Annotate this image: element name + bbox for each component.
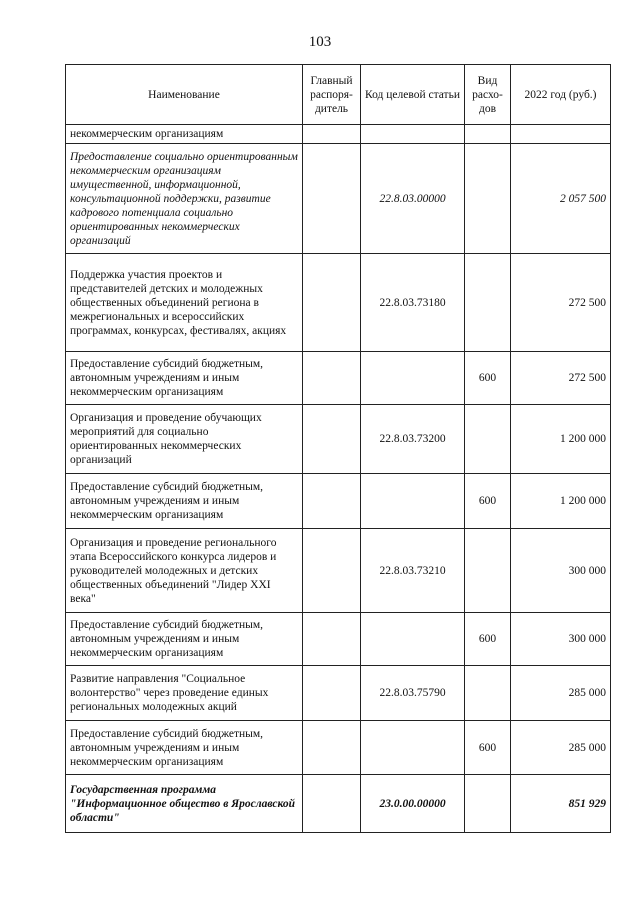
row-expense-type — [465, 405, 511, 474]
row-expense-type — [465, 125, 511, 144]
table-row — [66, 775, 611, 833]
column-header-target-code: Код целевой статьи — [361, 65, 465, 125]
table-row — [66, 666, 611, 721]
row-name: Развитие направления "Социальное волонтерство" через проведение единых региональных молодежных акций — [66, 666, 303, 721]
row-expense-type: 600 — [465, 721, 511, 775]
row-target-code: 22.8.03.00000 — [361, 144, 465, 254]
row-main-manager — [303, 529, 361, 613]
row-main-manager — [303, 474, 361, 529]
table-row — [66, 721, 611, 775]
table-row — [66, 474, 611, 529]
row-amount — [511, 125, 611, 144]
row-expense-type: 600 — [465, 613, 511, 666]
row-main-manager — [303, 721, 361, 775]
row-target-code — [361, 352, 465, 405]
row-amount: 285 000 — [511, 721, 611, 775]
row-name: Организация и проведение регионального этапа Всероссийского конкурса лидеров и руководителей молодежных и детских общественных объединений "Лидер XXI века" — [66, 529, 303, 613]
row-name: Предоставление социально ориентированным некоммерческим организациям имущественной, информационной, консультационной поддержки, развитие кадрового потенциала социально ориентированных некоммерческих организаций — [66, 144, 303, 254]
row-amount: 851 929 — [511, 775, 611, 833]
row-main-manager — [303, 613, 361, 666]
column-header-main-manager: Главный распоря-дитель — [303, 65, 361, 125]
row-main-manager — [303, 144, 361, 254]
row-main-manager — [303, 254, 361, 352]
row-amount: 272 500 — [511, 352, 611, 405]
row-name: Организация и проведение обучающих мероприятий для социально ориентированных некоммерческих организаций — [66, 405, 303, 474]
row-target-code — [361, 613, 465, 666]
row-name: Поддержка участия проектов и представителей детских и молодежных общественных объединений региона в межрегиональных и всероссийских программах, конкурсах, фестивалях, акциях — [66, 254, 303, 352]
row-name: Государственная программа "Информационное общество в Ярославской области" — [66, 775, 303, 833]
row-target-code: 22.8.03.75790 — [361, 666, 465, 721]
row-expense-type: 600 — [465, 474, 511, 529]
row-main-manager — [303, 125, 361, 144]
row-target-code: 22.8.03.73180 — [361, 254, 465, 352]
row-target-code: 22.8.03.73200 — [361, 405, 465, 474]
row-target-code: 22.8.03.73210 — [361, 529, 465, 613]
row-name: Предоставление субсидий бюджетным, автономным учреждениям и иным некоммерческим организациям — [66, 352, 303, 405]
row-main-manager — [303, 666, 361, 721]
row-target-code — [361, 721, 465, 775]
row-name: Предоставление субсидий бюджетным, автономным учреждениям и иным некоммерческим организациям — [66, 721, 303, 775]
column-header-year-amount: 2022 год (руб.) — [511, 65, 611, 125]
row-name: некоммерческим организациям — [66, 125, 303, 144]
row-amount: 285 000 — [511, 666, 611, 721]
table-row — [66, 254, 611, 352]
table-row — [66, 352, 611, 405]
row-expense-type: 600 — [465, 352, 511, 405]
row-expense-type — [465, 529, 511, 613]
row-target-code: 23.0.00.00000 — [361, 775, 465, 833]
table-header-row — [66, 65, 611, 125]
row-amount: 300 000 — [511, 529, 611, 613]
row-name: Предоставление субсидий бюджетным, автономным учреждениям и иным некоммерческим организациям — [66, 613, 303, 666]
column-header-name: Наименование — [66, 65, 303, 125]
row-amount: 300 000 — [511, 613, 611, 666]
row-amount: 1 200 000 — [511, 474, 611, 529]
column-header-expense-type: Вид расхо-дов — [465, 65, 511, 125]
row-amount: 272 500 — [511, 254, 611, 352]
row-expense-type — [465, 666, 511, 721]
page-number: 103 — [308, 34, 332, 50]
row-expense-type — [465, 144, 511, 254]
row-main-manager — [303, 775, 361, 833]
row-amount: 1 200 000 — [511, 405, 611, 474]
row-amount: 2 057 500 — [511, 144, 611, 254]
table-row — [66, 613, 611, 666]
table-row — [66, 405, 611, 474]
table-row — [66, 125, 611, 144]
budget-table — [65, 64, 611, 833]
row-main-manager — [303, 352, 361, 405]
row-expense-type — [465, 254, 511, 352]
table-row — [66, 529, 611, 613]
row-expense-type — [465, 775, 511, 833]
table-row — [66, 144, 611, 254]
row-name: Предоставление субсидий бюджетным, автономным учреждениям и иным некоммерческим организациям — [66, 474, 303, 529]
row-target-code — [361, 125, 465, 144]
row-main-manager — [303, 405, 361, 474]
row-target-code — [361, 474, 465, 529]
